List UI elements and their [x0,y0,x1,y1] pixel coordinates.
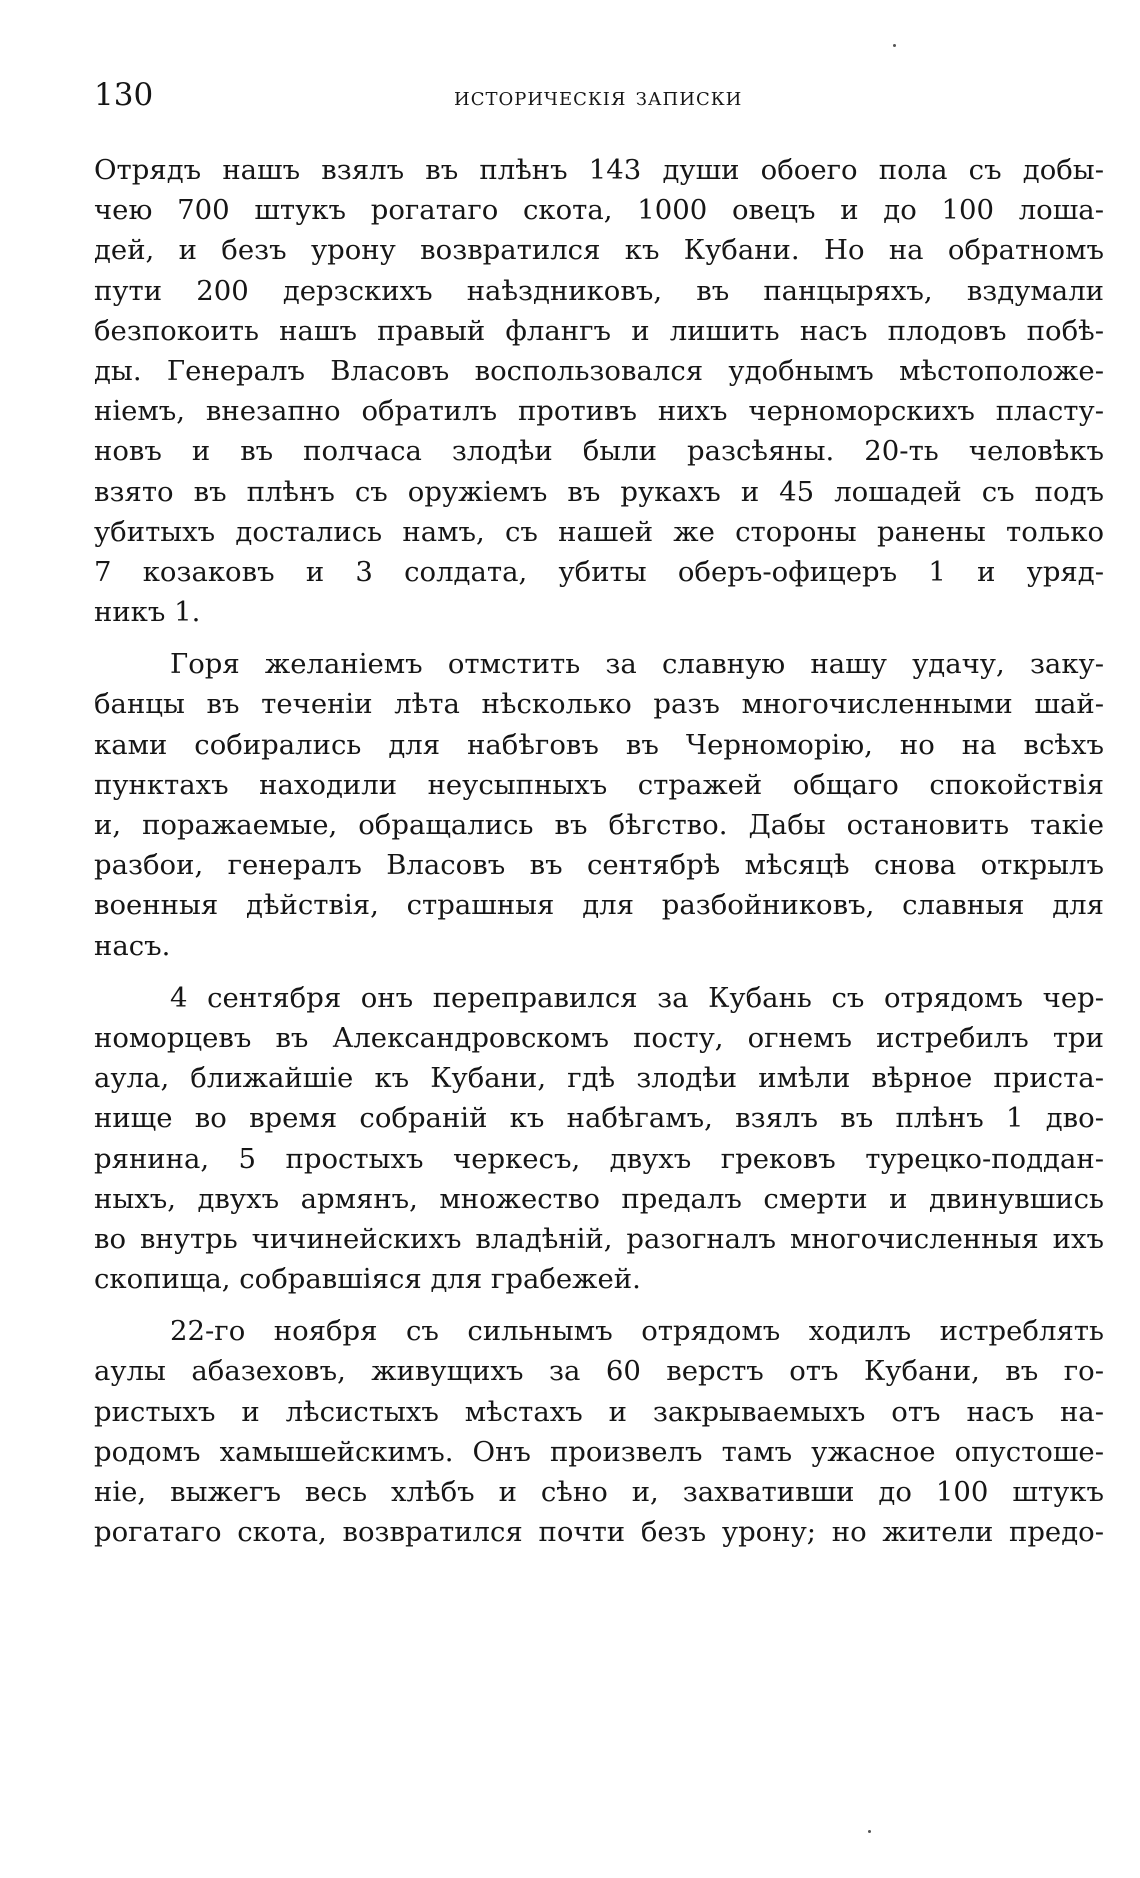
text-line: ды. Генералъ Власовъ воспользовался удобнымъ мѣстоположе- [94,354,1104,387]
text-line: ками собирались для набѣговъ въ Черноморію, но на всѣхъ [94,728,1104,761]
text-line: безпокоить нашъ правый флангъ и лишить насъ плодовъ побѣ- [94,314,1104,347]
text-line: пути 200 дерзскихъ наѣздниковъ, въ панцыряхъ, вздумали [94,274,1104,307]
paragraph [94,150,1104,632]
body-text [94,150,1104,1552]
text-line: ніемъ, внезапно обратилъ противъ нихъ черноморскихъ пласту- [94,395,1104,428]
text-line: и, поражаемые, обращались въ бѣгство. Дабы остановить такіе [94,809,1104,841]
text-line: убитыхъ достались намъ, съ нашей же стороны ранены только [94,515,1104,548]
paragraph [94,644,1104,966]
text-line: аулы абазеховъ, живущихъ за 60 верстъ отъ Кубани, въ го- [94,1355,1104,1388]
text-line: пунктахъ находили неусыпныхъ стражей общаго спокойствія [94,768,1104,801]
text-line: банцы въ теченіи лѣта нѣсколько разъ многочисленными шай- [94,688,1104,721]
scan-speck [893,44,896,47]
text-line: насъ. [94,929,171,962]
text-line: во внутрь чичинейскихъ владѣній, разогналъ многочисленныя ихъ [94,1222,1104,1255]
text-line: 4 сентября онъ переправился за Кубань съ отрядомъ чер- [170,981,1104,1014]
text-line: взято въ плѣнъ съ оружіемъ въ рукахъ и 45 лошадей съ подъ [94,475,1104,508]
text-line: никъ 1. [94,596,201,629]
text-line: Отрядъ нашъ взялъ въ плѣнъ 143 души обоего пола съ добы- [94,154,1104,186]
text-line: 22-го ноября съ сильнымъ отрядомъ ходилъ истреблять [170,1315,1104,1348]
text-line: скопища, собравшіяся для грабежей. [94,1263,641,1296]
running-title: историческія записки [454,82,743,112]
text-line: ристыхъ и лѣсистыхъ мѣстахъ и закрываемыхъ отъ насъ на- [94,1395,1104,1428]
text-line: рянина, 5 простыхъ черкесъ, двухъ грековъ турецко-поддан- [94,1142,1104,1175]
text-line: военныя дѣйствія, страшныя для разбойниковъ, славныя для [94,889,1104,922]
scan-speck [868,1830,871,1833]
text-line: дей, и безъ урону возвратился къ Кубани. Но на обратномъ [94,234,1104,267]
text-line: ныхъ, двухъ армянъ, множество предалъ смерти и двинувшись [94,1182,1104,1215]
text-line: родомъ хамышейскимъ. Онъ произвелъ тамъ ужасное опустоше- [94,1435,1104,1468]
text-line: Горя желаніемъ отмстить за славную нашу удачу, заку- [170,648,1104,681]
text-line: чею 700 штукъ рогатаго скота, 1000 овецъ и до 100 лоша- [94,194,1104,227]
text-line: 7 козаковъ и 3 солдата, убиты оберъ-офицеръ 1 и уряд- [94,555,1104,588]
page-header [94,74,1104,116]
text-line: номорцевъ въ Александровскомъ посту, огнемъ истребилъ три [94,1021,1104,1054]
text-line: новъ и въ полчаса злодѣи были разсѣяны. 20-ть человѣкъ [94,435,1104,468]
text-line: ніе, выжегъ весь хлѣбъ и сѣно и, захвативши до 100 штукъ [94,1476,1104,1508]
page-number: 130 [94,77,154,113]
text-line: аула, ближайшіе къ Кубани, гдѣ злодѣи имѣли вѣрное приста- [94,1062,1104,1095]
paragraph [94,978,1104,1300]
paragraph [94,1311,1104,1552]
text-line: разбои, генералъ Власовъ въ сентябрѣ мѣсяцѣ снова открылъ [94,849,1104,882]
text-line: нище во время собраній къ набѣгамъ, взялъ въ плѣнъ 1 дво- [94,1102,1104,1135]
text-line: рогатаго скота, возвратился почти безъ урону; но жители предо- [94,1516,1104,1549]
